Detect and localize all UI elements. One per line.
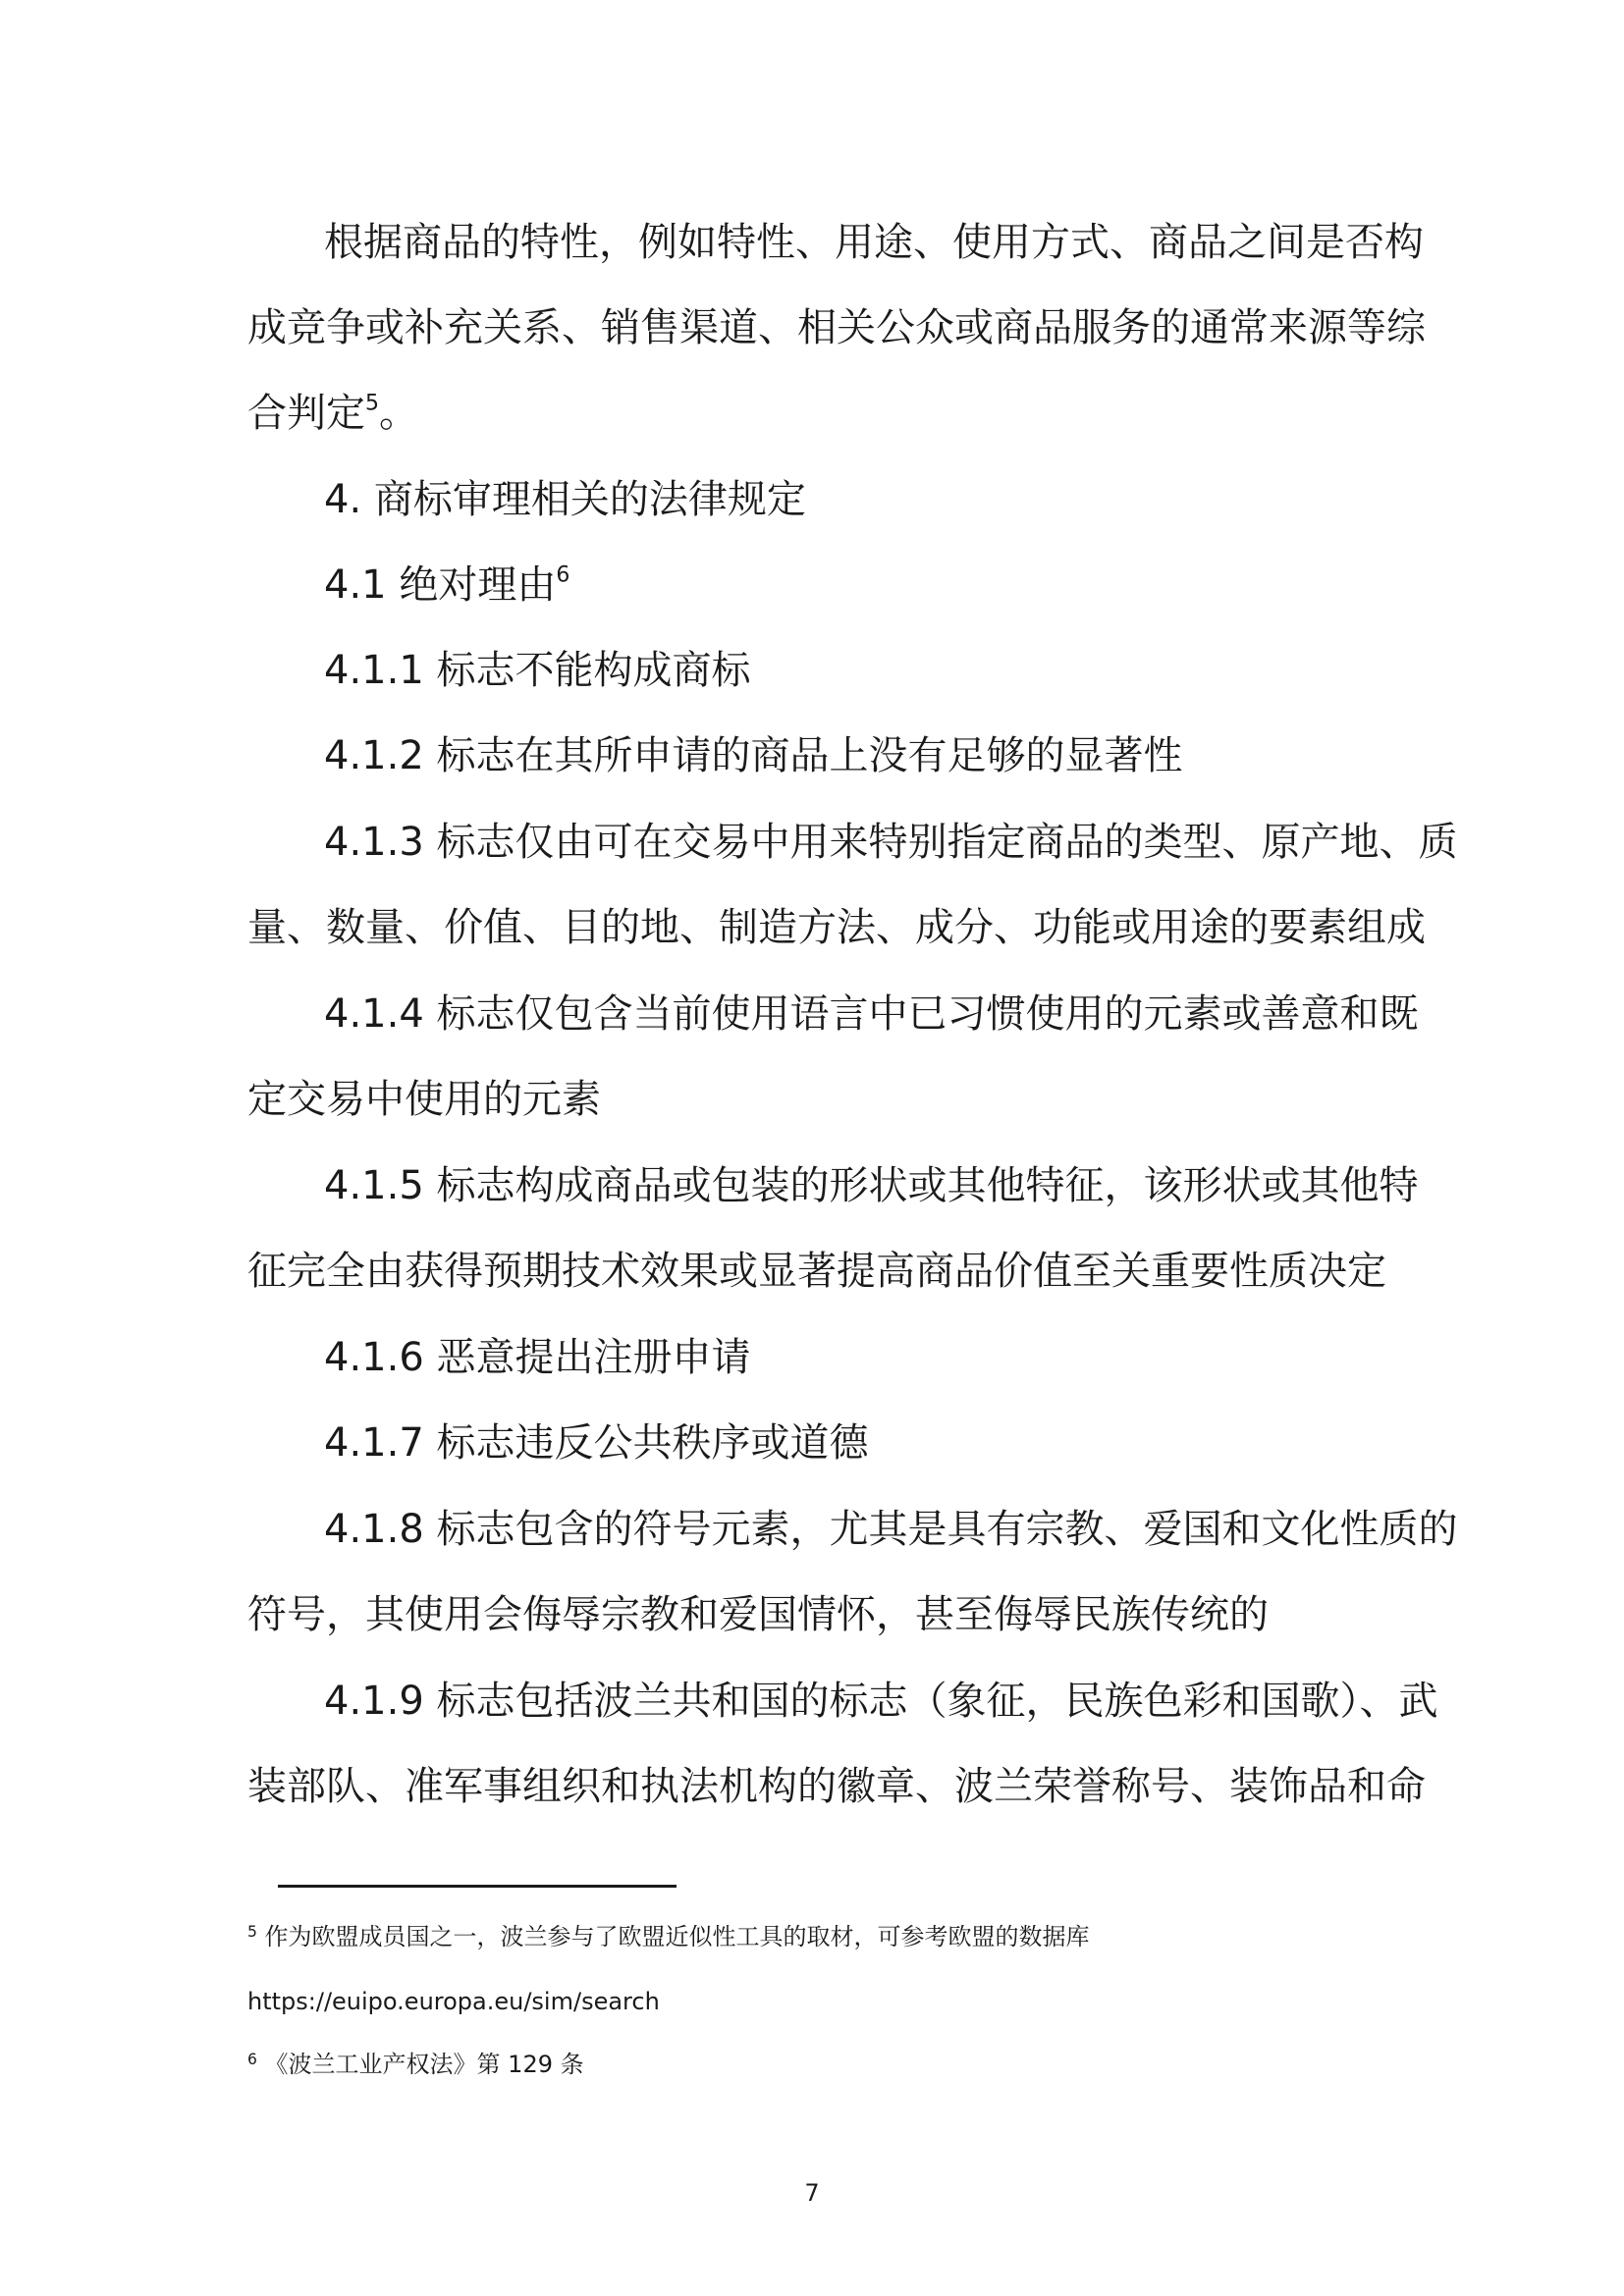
item-4-1-2 (247, 714, 1386, 799)
footnote-6 (247, 2050, 584, 2079)
footnote-ref-5[interactable]: 5 (365, 391, 379, 416)
text-line: 4.1.7 标志违反公共秩序或道德 (324, 1420, 869, 1466)
footnote-mark: 6 (247, 2051, 257, 2069)
heading-text: 4. 商标审理相关的法律规定 (324, 477, 806, 522)
page-number: 7 (804, 2179, 820, 2207)
footnote-text: 《波兰工业产权法》第 129 条 (256, 2051, 584, 2078)
text-line: 4.1.4 标志仅包含当前使用语言中已习惯使用的元素或善意和既 (324, 991, 1419, 1037)
footnote-5 (247, 1922, 1090, 1951)
text-line: 4.1.6 恶意提出注册申请 (324, 1335, 751, 1380)
text-line: 4.1.8 标志包含的符号元素，尤其是具有宗教、爱国和文化性质的 (324, 1507, 1458, 1552)
heading-text: 4.1 绝对理由$^6$ (324, 562, 570, 608)
item-4-1-6 (247, 1315, 1386, 1401)
text-line: 4.1.1 标志不能构成商标 (324, 648, 751, 693)
text-line: 根据商品的特性，例如特性、用途、使用方式、商品之间是否构 (324, 220, 1424, 265)
text-line: 定交易中使用的元素 (247, 1077, 601, 1122)
item-4-1-7 (247, 1401, 1386, 1486)
paragraph-similarity-criteria (247, 200, 1426, 456)
footnote-mark: 5 (247, 1923, 257, 1942)
item-4-1-5 (247, 1144, 1419, 1314)
footnote-separator (278, 1885, 677, 1888)
text-line: 成竞争或补充关系、销售渠道、相关公众或商品服务的通常来源等综 (247, 305, 1426, 350)
text-line: 量、数量、价值、目的地、制造方法、成分、功能或用途的要素组成 (247, 905, 1426, 950)
text-line: 4.1.2 标志在其所申请的商品上没有足够的显著性 (324, 733, 1183, 778)
section-heading-4 (247, 457, 1386, 543)
text-line: 符号，其使用会侮辱宗教和爱国情怀，甚至侮辱民族传统的 (247, 1592, 1269, 1637)
text-line: 4.1.9 标志包括波兰共和国的标志（象征，民族色彩和国歌）、武 (324, 1679, 1438, 1724)
footnote-text: 作为欧盟成员国之一，波兰参与了欧盟近似性工具的取材，可参考欧盟的数据库 (256, 1923, 1090, 1950)
text-line: 征完全由获得预期技术效果或显著提高商品价值至关重要性质决定 (247, 1249, 1386, 1294)
text-line: 4.1.3 标志仅由可在交易中用来特别指定商品的类型、原产地、质 (324, 820, 1458, 865)
footnote-5-link (247, 1987, 660, 2016)
text-line: 合判定$^5$。 (247, 391, 418, 436)
text-line: 装部队、准军事组织和执法机构的徽章、波兰荣誉称号、装饰品和命 (247, 1764, 1426, 1809)
section-heading-4-1 (247, 543, 1386, 628)
item-4-1-3 (247, 800, 1458, 971)
text-line: 4.1.5 标志构成商品或包装的形状或其他特征，该形状或其他特 (324, 1163, 1419, 1208)
item-4-1-4 (247, 972, 1419, 1143)
item-4-1-9 (247, 1659, 1438, 1830)
item-4-1-8 (247, 1487, 1458, 1658)
database-link[interactable]: https://euipo.europa.eu/sim/search (247, 1988, 660, 2015)
footnote-ref-6[interactable]: 6 (556, 562, 570, 588)
item-4-1-1 (247, 628, 1386, 714)
